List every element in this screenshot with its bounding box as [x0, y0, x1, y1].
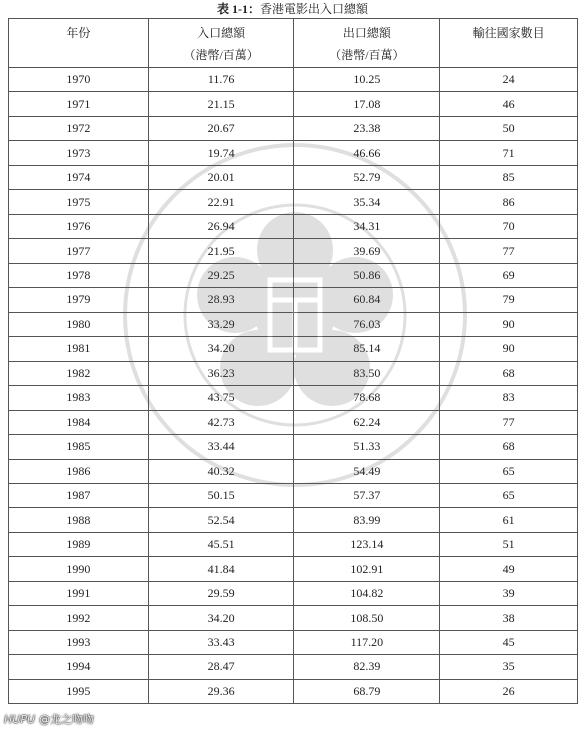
data-table — [8, 18, 578, 704]
cell-year: 1995 — [9, 679, 149, 703]
cell-year: 1986 — [9, 459, 149, 483]
table-row — [9, 679, 578, 703]
cell-export: 108.50 — [294, 606, 440, 630]
table-row — [9, 386, 578, 410]
header-import: 入口總額 （港幣/百萬） — [148, 19, 294, 68]
table-row — [9, 239, 578, 263]
cell-countries: 77 — [440, 410, 578, 434]
cell-countries: 61 — [440, 508, 578, 532]
cell-year: 1972 — [9, 116, 149, 140]
footer-watermark — [4, 711, 94, 727]
cell-import: 20.01 — [148, 165, 294, 189]
cell-export: 78.68 — [294, 386, 440, 410]
cell-import: 43.75 — [148, 386, 294, 410]
header-year: 年份 — [9, 19, 149, 68]
cell-countries: 71 — [440, 141, 578, 165]
table-row — [9, 288, 578, 312]
table-row — [9, 190, 578, 214]
table-row — [9, 410, 578, 434]
cell-export: 17.08 — [294, 92, 440, 116]
cell-import: 26.94 — [148, 214, 294, 238]
footer-logo: HUPU — [4, 713, 36, 726]
cell-countries: 39 — [440, 581, 578, 605]
cell-year: 1984 — [9, 410, 149, 434]
table-row — [9, 141, 578, 165]
cell-export: 52.79 — [294, 165, 440, 189]
cell-export: 46.66 — [294, 141, 440, 165]
cell-import: 21.95 — [148, 239, 294, 263]
cell-countries: 86 — [440, 190, 578, 214]
cell-year: 1991 — [9, 581, 149, 605]
cell-import: 41.84 — [148, 557, 294, 581]
cell-export: 117.20 — [294, 630, 440, 654]
cell-import: 11.76 — [148, 68, 294, 92]
cell-year: 1979 — [9, 288, 149, 312]
cell-countries: 65 — [440, 459, 578, 483]
cell-import: 28.47 — [148, 655, 294, 679]
cell-import: 22.91 — [148, 190, 294, 214]
cell-year: 1977 — [9, 239, 149, 263]
cell-countries: 83 — [440, 386, 578, 410]
table-row — [9, 557, 578, 581]
table-row — [9, 92, 578, 116]
cell-year: 1988 — [9, 508, 149, 532]
table-row — [9, 606, 578, 630]
cell-export: 35.34 — [294, 190, 440, 214]
cell-import: 29.25 — [148, 263, 294, 287]
cell-year: 1993 — [9, 630, 149, 654]
cell-import: 29.36 — [148, 679, 294, 703]
cell-export: 123.14 — [294, 532, 440, 556]
table-row — [9, 459, 578, 483]
caption-prefix: 表 1-1： — [216, 2, 260, 16]
cell-countries: 68 — [440, 435, 578, 459]
cell-export: 34.31 — [294, 214, 440, 238]
cell-year: 1989 — [9, 532, 149, 556]
cell-import: 52.54 — [148, 508, 294, 532]
cell-year: 1981 — [9, 337, 149, 361]
cell-countries: 77 — [440, 239, 578, 263]
header-countries: 輸往國家數目 — [440, 19, 578, 68]
cell-year: 1976 — [9, 214, 149, 238]
cell-countries: 26 — [440, 679, 578, 703]
table-row — [9, 312, 578, 336]
cell-import: 21.15 — [148, 92, 294, 116]
cell-import: 19.74 — [148, 141, 294, 165]
table-row — [9, 532, 578, 556]
cell-year: 1987 — [9, 483, 149, 507]
cell-export: 51.33 — [294, 435, 440, 459]
table-row — [9, 655, 578, 679]
cell-year: 1990 — [9, 557, 149, 581]
table-row — [9, 337, 578, 361]
cell-countries: 51 — [440, 532, 578, 556]
cell-year: 1971 — [9, 92, 149, 116]
cell-year: 1983 — [9, 386, 149, 410]
cell-export: 82.39 — [294, 655, 440, 679]
cell-import: 29.59 — [148, 581, 294, 605]
caption-title: 香港電影出入口總額 — [259, 2, 368, 16]
cell-year: 1974 — [9, 165, 149, 189]
table-row — [9, 483, 578, 507]
cell-year: 1994 — [9, 655, 149, 679]
cell-import: 28.93 — [148, 288, 294, 312]
cell-year: 1980 — [9, 312, 149, 336]
cell-export: 10.25 — [294, 68, 440, 92]
cell-countries: 79 — [440, 288, 578, 312]
cell-export: 54.49 — [294, 459, 440, 483]
table-row — [9, 68, 578, 92]
cell-export: 62.24 — [294, 410, 440, 434]
cell-import: 36.23 — [148, 361, 294, 385]
cell-export: 57.37 — [294, 483, 440, 507]
cell-countries: 65 — [440, 483, 578, 507]
cell-countries: 46 — [440, 92, 578, 116]
cell-year: 1975 — [9, 190, 149, 214]
cell-import: 40.32 — [148, 459, 294, 483]
cell-export: 23.38 — [294, 116, 440, 140]
footer-user: @龙之吻吻 — [39, 713, 95, 726]
header-row — [9, 19, 578, 68]
cell-countries: 50 — [440, 116, 578, 140]
cell-year: 1982 — [9, 361, 149, 385]
cell-export: 83.50 — [294, 361, 440, 385]
cell-import: 42.73 — [148, 410, 294, 434]
cell-export: 76.03 — [294, 312, 440, 336]
table-row — [9, 116, 578, 140]
cell-year: 1973 — [9, 141, 149, 165]
cell-import: 45.51 — [148, 532, 294, 556]
table-row — [9, 263, 578, 287]
cell-export: 50.86 — [294, 263, 440, 287]
table-row — [9, 508, 578, 532]
cell-countries: 90 — [440, 337, 578, 361]
cell-countries: 70 — [440, 214, 578, 238]
cell-countries: 49 — [440, 557, 578, 581]
cell-export: 68.79 — [294, 679, 440, 703]
table-caption — [0, 0, 585, 18]
cell-export: 102.91 — [294, 557, 440, 581]
cell-year: 1970 — [9, 68, 149, 92]
cell-countries: 35 — [440, 655, 578, 679]
table-row — [9, 581, 578, 605]
cell-countries: 68 — [440, 361, 578, 385]
cell-countries: 69 — [440, 263, 578, 287]
cell-export: 104.82 — [294, 581, 440, 605]
cell-import: 20.67 — [148, 116, 294, 140]
cell-export: 39.69 — [294, 239, 440, 263]
cell-import: 33.29 — [148, 312, 294, 336]
cell-import: 50.15 — [148, 483, 294, 507]
cell-countries: 90 — [440, 312, 578, 336]
table-row — [9, 214, 578, 238]
cell-export: 83.99 — [294, 508, 440, 532]
cell-countries: 45 — [440, 630, 578, 654]
cell-import: 33.44 — [148, 435, 294, 459]
cell-year: 1978 — [9, 263, 149, 287]
cell-export: 60.84 — [294, 288, 440, 312]
cell-countries: 24 — [440, 68, 578, 92]
cell-import: 34.20 — [148, 337, 294, 361]
table-row — [9, 630, 578, 654]
cell-countries: 85 — [440, 165, 578, 189]
cell-export: 85.14 — [294, 337, 440, 361]
cell-import: 34.20 — [148, 606, 294, 630]
cell-year: 1992 — [9, 606, 149, 630]
cell-year: 1985 — [9, 435, 149, 459]
cell-countries: 38 — [440, 606, 578, 630]
table-row — [9, 435, 578, 459]
cell-import: 33.43 — [148, 630, 294, 654]
header-export: 出口總額 （港幣/百萬） — [294, 19, 440, 68]
table-row — [9, 361, 578, 385]
table-row — [9, 165, 578, 189]
